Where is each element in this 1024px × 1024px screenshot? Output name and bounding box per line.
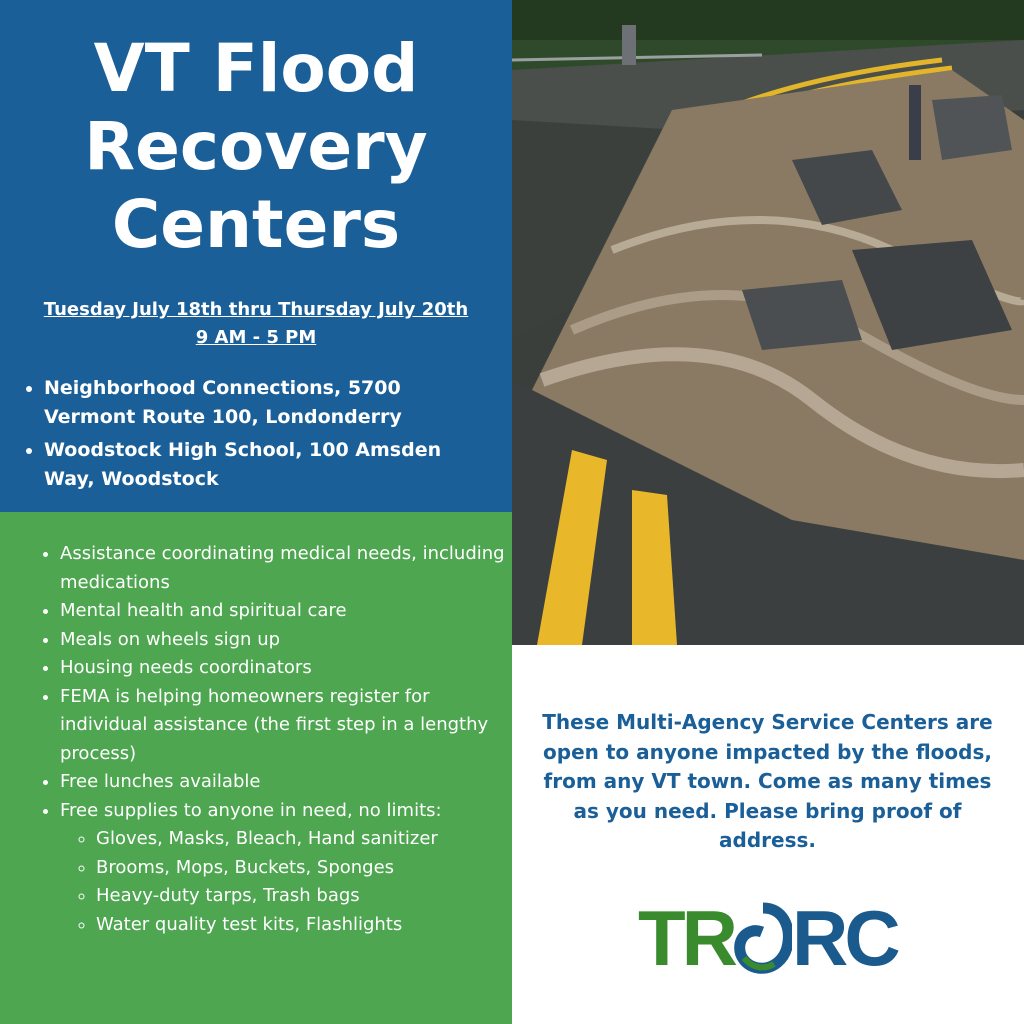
- flood-road-photo: [512, 0, 1024, 645]
- supply-item: ◦ Brooms, Mops, Buckets, Sponges: [96, 854, 510, 883]
- supply-item: ◦ Water quality test kits, Flashlights: [96, 911, 510, 940]
- service-item: • FEMA is helping homeowners register for individual assistance (the first step in a lengthy process): [60, 683, 510, 769]
- supplies-list: [60, 825, 510, 939]
- schedule-dates: Tuesday July 18th thru Thursday July 20th: [43, 299, 469, 320]
- trorc-logo: [638, 894, 902, 982]
- location-item: • Woodstock High School, 100 Amsden Way, Woodstock: [44, 436, 494, 494]
- logo-text-a: TR: [638, 894, 734, 982]
- notice-text: These Multi-Agency Service Centers are open to anyone impacted by the floods, from any VT town. Come as many times as you need. Please bring proof of address.: [542, 710, 993, 852]
- title-line-1: VT Flood: [93, 30, 419, 107]
- service-item: • Free lunches available: [60, 768, 510, 797]
- supply-item: ◦ Heavy-duty tarps, Trash bags: [96, 882, 510, 911]
- header-panel: [0, 0, 512, 512]
- title-line-2: Recovery: [84, 108, 428, 185]
- schedule-hours: 9 AM - 5 PM: [195, 327, 317, 348]
- services-list: [40, 540, 510, 939]
- service-item: • Assistance coordinating medical needs, including medications: [60, 540, 510, 597]
- service-item: • Mental health and spiritual care: [60, 597, 510, 626]
- service-item: • Meals on wheels sign up: [60, 626, 510, 655]
- logo-o-mark: [734, 898, 792, 978]
- location-list: [24, 374, 494, 498]
- flood-road-illustration: [512, 0, 1024, 645]
- schedule: [0, 296, 512, 352]
- services-panel: [0, 512, 512, 1024]
- location-item: • Neighborhood Connections, 5700 Vermont Route 100, Londonderry: [44, 374, 494, 432]
- service-item: [60, 797, 510, 940]
- title-line-3: Centers: [111, 186, 401, 263]
- logo-text-b: RC: [791, 894, 897, 982]
- page-title: [0, 30, 512, 264]
- service-item-label: Free supplies to anyone in need, no limits:: [60, 799, 442, 821]
- service-item: • Housing needs coordinators: [60, 654, 510, 683]
- supply-item: ◦ Gloves, Masks, Bleach, Hand sanitizer: [96, 825, 510, 854]
